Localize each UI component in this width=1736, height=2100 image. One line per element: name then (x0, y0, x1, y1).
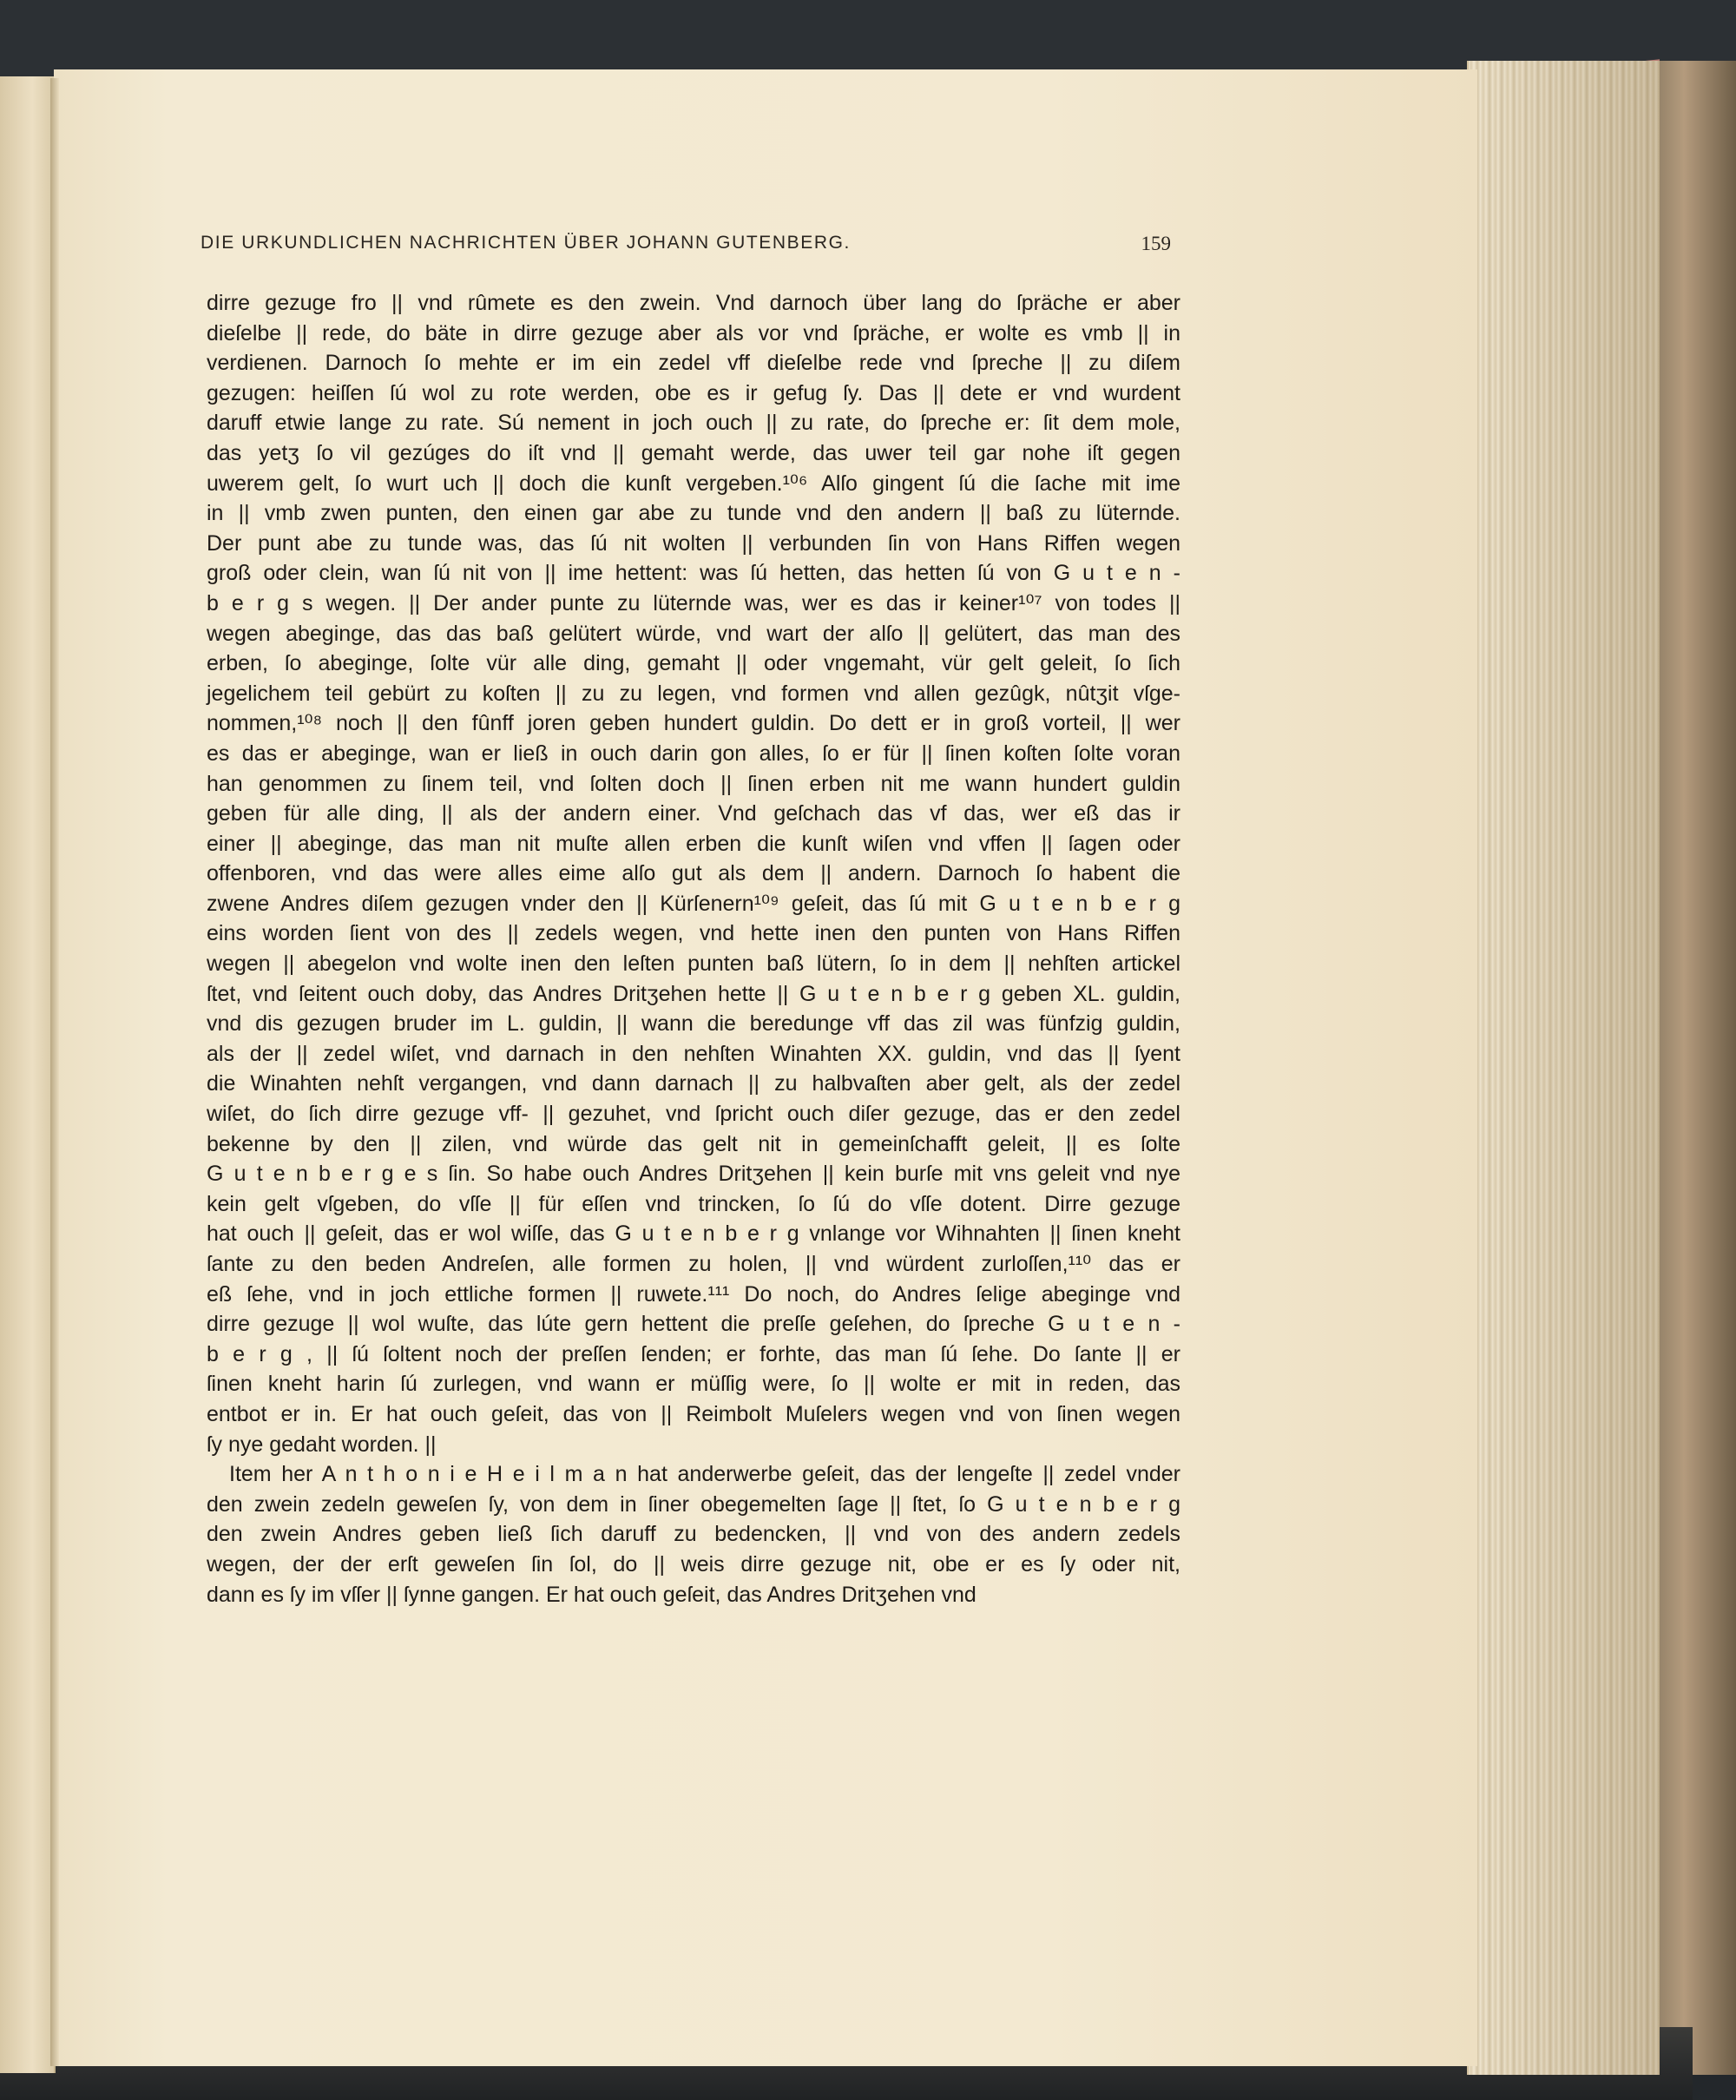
text-line: erben, ſo abeginge, ſolte vür alle ding, gemaht || oder vngemaht, vür gelt geleit, ſo ſich (207, 651, 1180, 676)
text-line: eß ſehe, vnd in joch ettliche formen || ruwete.¹¹¹ Do noch, do Andres ſelige abeginge vnd (207, 1281, 1180, 1307)
text-line: ſtet, vnd ſeitent ouch doby, das Andres Dritʒehen hette || G u t e n b e r g geben XL. guldin, (207, 981, 1180, 1006)
text-line: han genommen zu ſinem teil, vnd ſolten doch || ſinen erben nit me wann hundert guldin (207, 771, 1180, 796)
text-line: wegen abeginge, das das baß gelütert würde, vnd wart der alſo || gelütert, das man des (207, 621, 1180, 646)
text-line: wegen, der der erſt geweſen ſin ſol, do || weis dirre gezuge nit, obe er es ſy oder nit, (207, 1551, 1180, 1577)
body-text (207, 288, 1180, 1610)
text-line: zwene Andres diſem gezugen vnder den || Kürſenern¹⁰⁹ geſeit, das ſú mit G u t e n b e r g (207, 891, 1180, 916)
text-line: das yetʒ ſo vil gezúges do iſt vnd || gemaht werde, das uwer teil gar nohe iſt gegen (207, 440, 1180, 465)
text-line: verdienen. Darnoch ſo mehte er im ein zedel vff dieſelbe rede vnd ſpreche || zu diſem (207, 351, 1180, 376)
text-line: b e r g s wegen. || Der ander punte zu lüternde was, wer es das ir keiner¹⁰⁷ von todes || (207, 590, 1180, 616)
text-line: gezugen: heiſſen ſú wol zu rote werden, obe es ir gefug ſy. Das || dete er vnd wurdent (207, 380, 1180, 405)
page-number: 159 (1141, 233, 1171, 254)
text-line: G u t e n b e r g e s ſin. So habe ouch Andres Dritʒehen || kein burſe mit vns geleit vnd nye (207, 1162, 1180, 1187)
text-line: vnd dis gezugen bruder im L. guldin, || wann die beredunge vff das zil was fünfzig guldin, (207, 1011, 1180, 1037)
text-line: ſinen kneht harin ſú zurlegen, vnd wann er müſſig were, ſo || wolte er mit in reden, das (207, 1372, 1180, 1397)
text-line: Der punt abe zu tunde was, das ſú nit wolten || verbunden ſin von Hans Riffen wegen (207, 530, 1180, 556)
page-block-edges (1467, 61, 1660, 2075)
text-line: daruff etwie lange zu rate. Sú nement in joch ouch || zu rate, do ſpreche er: ſit dem mole, (207, 411, 1180, 436)
text-line: entbot er in. Er hat ouch geſeit, das von || Reimbolt Muſelers wegen vnd von ſinen wegen (207, 1401, 1180, 1426)
text-line: ſy nye gedaht worden. || (207, 1432, 437, 1457)
text-line: jegelichem teil gebürt zu koſten || zu zu legen, vnd formen vnd allen gezûgk, nûtʒit vſge- (207, 681, 1180, 706)
text-line: den zwein Andres geben ließ ſich daruff zu bedencken, || vnd von des andern zedels (207, 1522, 1180, 1547)
text-line: ſante zu den beden Andreſen, alle formen zu holen, || vnd würdent zurloſſen,¹¹⁰ das er (207, 1252, 1180, 1276)
text-line: dirre gezuge fro || vnd rûmete es den zwein. Vnd darnoch über lang do ſpräche er aber (207, 291, 1180, 315)
running-title: DIE URKUNDLICHEN NACHRICHTEN ÜBER JOHANN GUTENBERG. (201, 233, 851, 253)
text-line: eins worden ſient von des || zedels wegen, vnd hette inen den punten von Hans Riffen (207, 921, 1180, 946)
text-line: offenboren, vnd das were alles eime alſo gut als dem || andern. Darnoch ſo habent die (207, 861, 1180, 886)
text-line: wegen || abegelon vnd wolte inen den leſten punten baß lütern, ſo in dem || nehſten artickel (207, 951, 1180, 977)
text-line: in || vmb zwen punten, den einen gar abe zu tunde vnd den andern || baß zu lüternde. (207, 501, 1180, 526)
text-line: einer || abeginge, das man nit muſte allen erben die kunſt wiſen vnd vffen || ſagen oder (207, 831, 1180, 856)
text-line: groß oder clein, wan ſú nit von || ime hettent: was ſú hetten, das hetten ſú von G u t e n - (207, 561, 1180, 586)
text-line: nommen,¹⁰⁸ noch || den fûnff joren geben hundert guldin. Do dett er in groß vorteil, || wer (207, 711, 1180, 736)
text-line: hat ouch || geſeit, das er wol wiſſe, das G u t e n b e r g vnlange vor Wihnahten || ſinen kneht (207, 1221, 1180, 1247)
text-line: kein gelt vſgeben, do vſſe || für eſſen vnd trincken, ſo ſú do vſſe dotent. Dirre gezuge (207, 1191, 1180, 1216)
text-line: als der || zedel wiſet, vnd darnach in den nehſten Winahten XX. guldin, vnd das || ſyent (207, 1041, 1180, 1066)
text-line: bekenne by den || zilen, vnd würde das gelt nit in gemeinſchafft geleit, || es ſolte (207, 1131, 1180, 1156)
text-line: geben für alle ding, || als der andern einer. Vnd geſchach das vf das, wer eß das ir (207, 801, 1180, 826)
text-line: den zwein zedeln geweſen ſy, von dem in ſiner obegemelten ſage || ſtet, ſo G u t e n b e r g (207, 1491, 1180, 1517)
text-line: dann es ſy im vſſer || ſynne gangen. Er hat ouch geſeit, das Andres Dritʒehen vnd (207, 1582, 976, 1607)
running-header (201, 233, 1171, 262)
left-page-edge (0, 76, 56, 2073)
text-line: b e r g , || ſú ſoltent noch der preſſen ſenden; er forhte, das man ſú ſehe. Do ſante || er (207, 1341, 1180, 1366)
text-line: die Winahten nehſt vergangen, vnd dann darnach || zu halbvaſten aber gelt, als der zedel (207, 1071, 1180, 1096)
text-line: dirre gezuge || wol wuſte, das lúte gern hettent die preſſe geſehen, do ſpreche G u t e n - (207, 1312, 1180, 1337)
text-line: dieſelbe || rede, do bäte in dirre gezuge aber als vor vnd ſpräche, er wolte es vmb || in (207, 320, 1180, 346)
text-line: uwerem gelt, ſo wurt uch || doch die kunſt vergeben.¹⁰⁶ Alſo gingent ſú die ſache mit ime (207, 471, 1180, 496)
gutter-shadow (50, 78, 59, 2066)
text-line: Item her A n t h o n i e H e i l m a n hat anderwerbe geſeit, das der lengeſte || zedel vnder (229, 1462, 1180, 1487)
book-cover-edge (1649, 61, 1736, 2075)
text-line: wiſet, do ſich dirre gezuge vff- || gezuhet, vnd ſpricht ouch diſer gezuge, das er den zedel (207, 1102, 1180, 1127)
text-line: es das er abeginge, wan er ließ in ouch darin gon alles, ſo er für || ſinen koſten ſolte voran (207, 741, 1180, 766)
